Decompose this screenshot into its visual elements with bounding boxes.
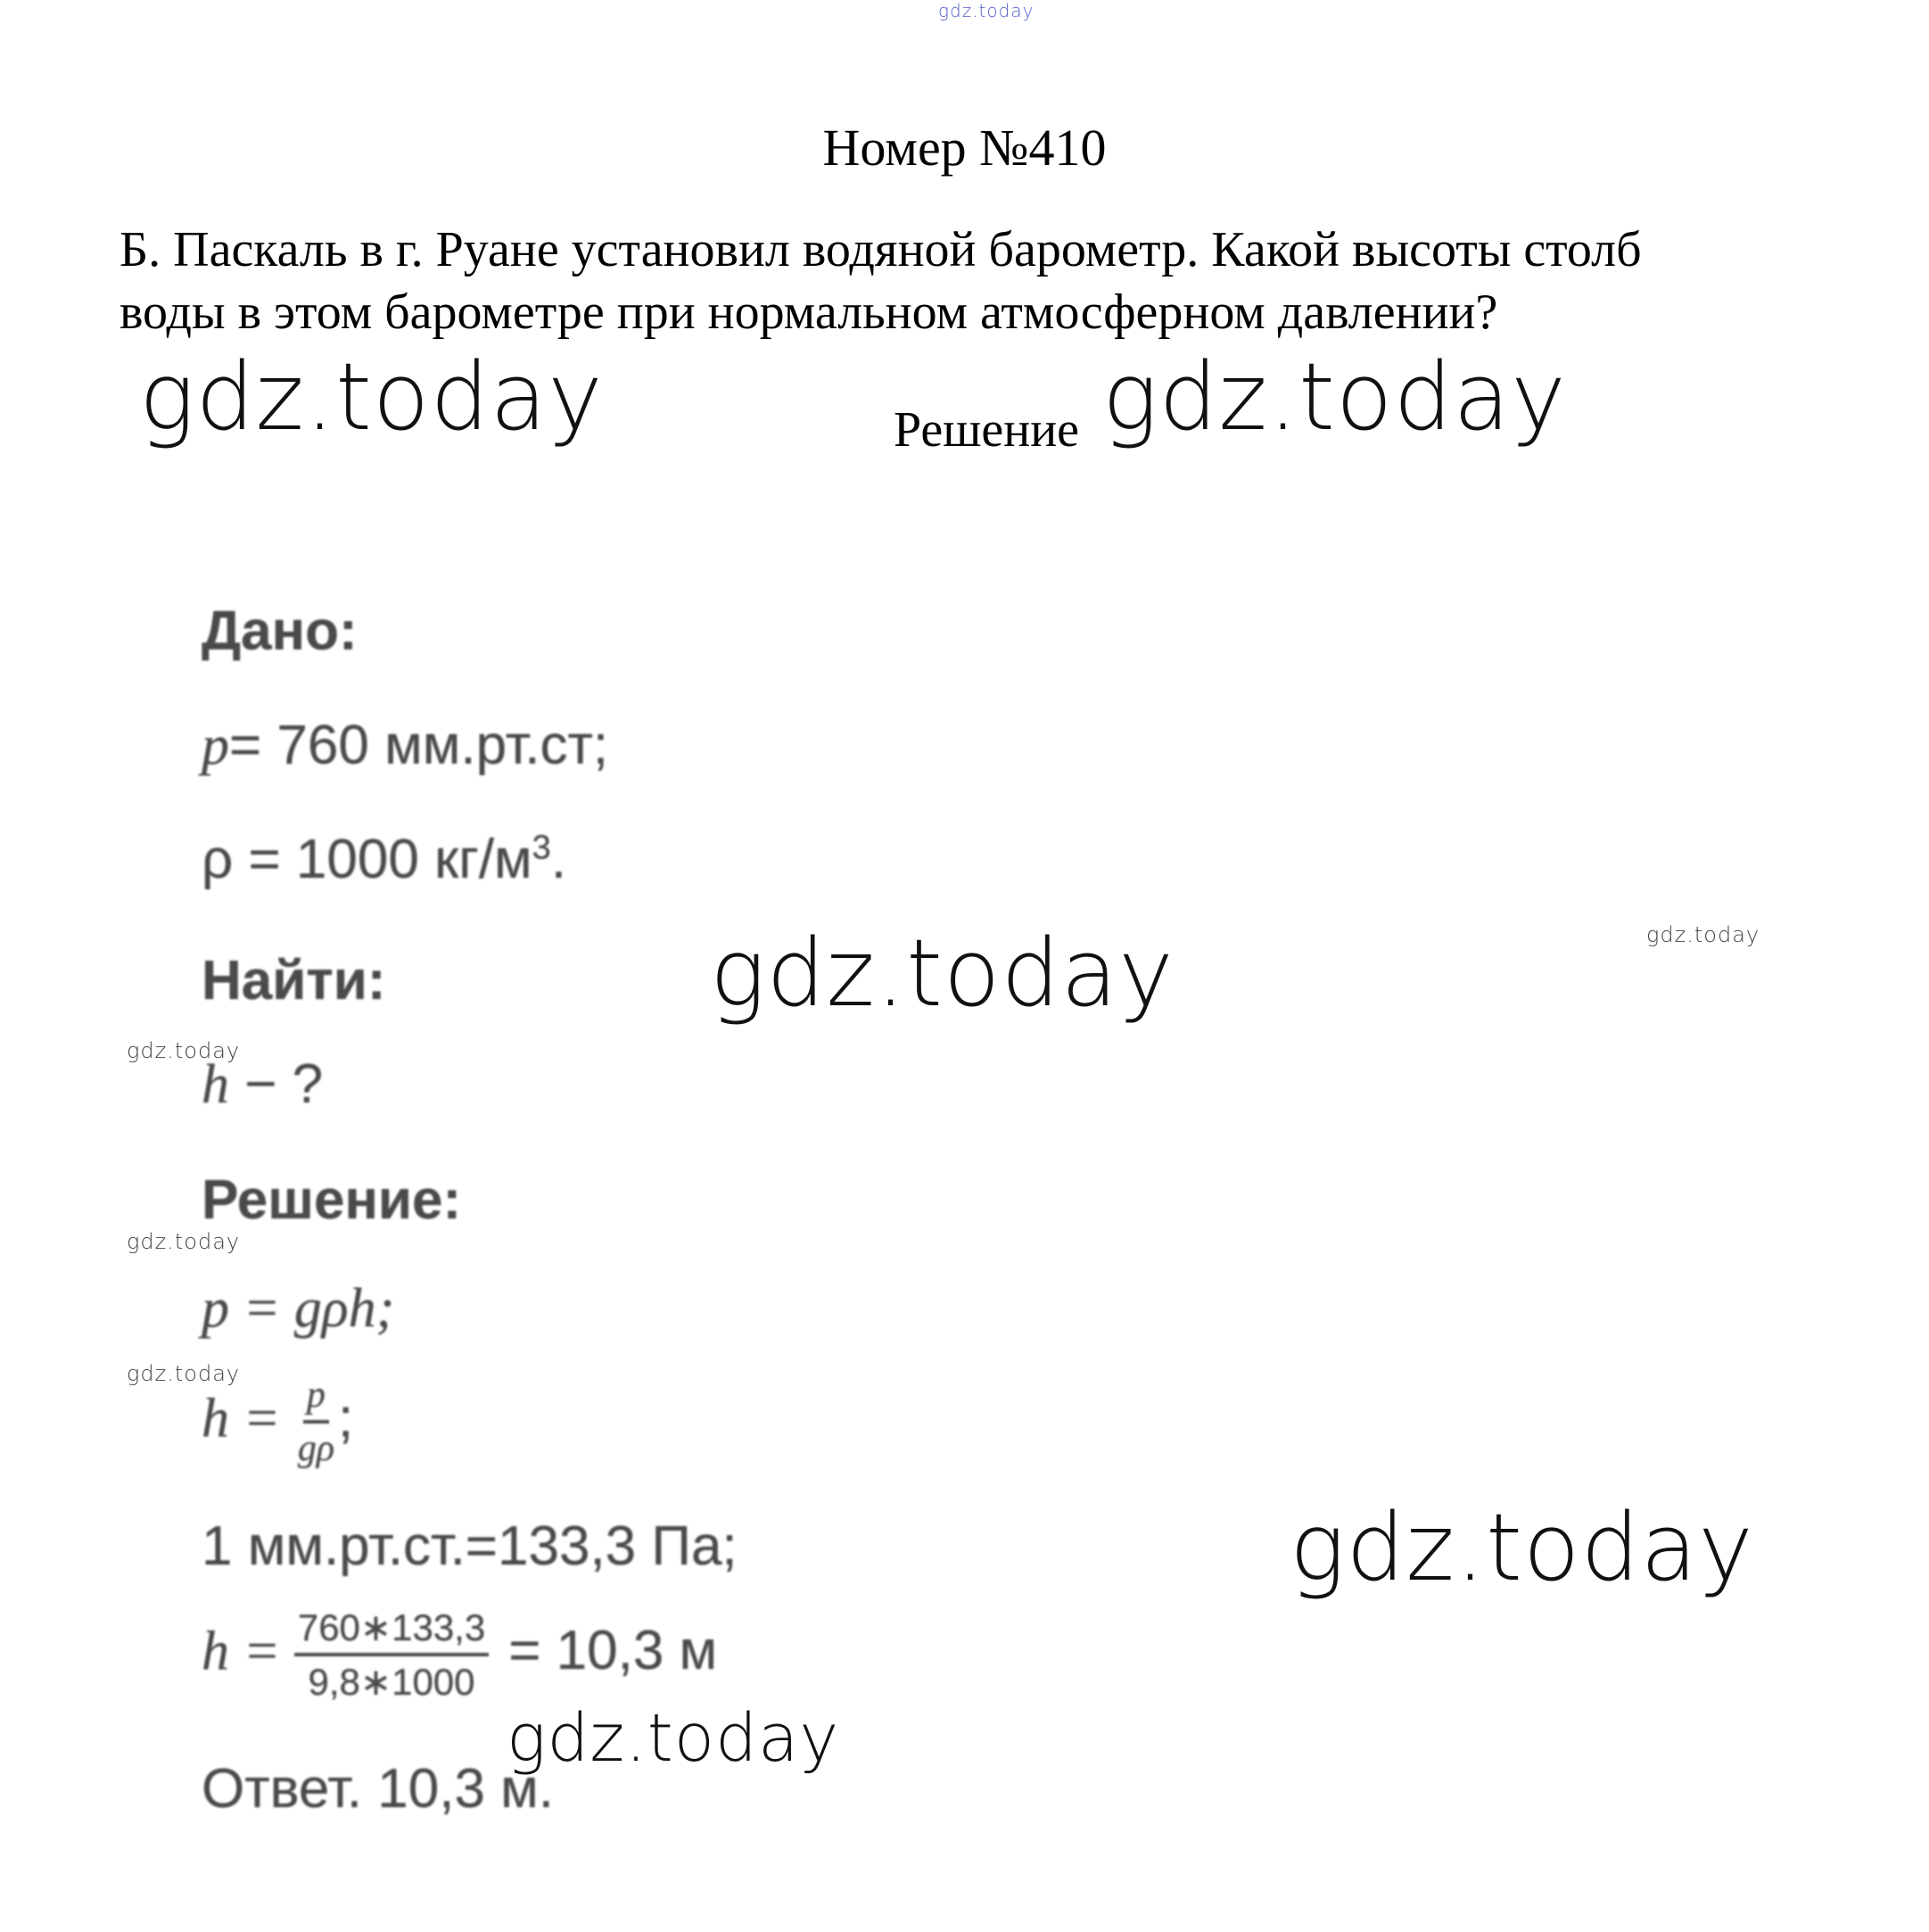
calculation-fraction	[294, 1606, 489, 1704]
calculation-numerator: 760∗133,3	[294, 1606, 489, 1656]
watermark-small-3: gdz.today	[127, 1229, 241, 1254]
calculation-result: = 10,3 м	[508, 1620, 718, 1682]
solution-title: Решение:	[202, 1169, 462, 1231]
watermark-small-4: gdz.today	[127, 1361, 241, 1386]
fraction-denominator: gρ	[297, 1428, 335, 1469]
formula-height-fraction	[294, 1374, 338, 1470]
solution-heading: Решение	[894, 402, 1080, 458]
answer: Ответ. 10,3 м.	[202, 1758, 555, 1820]
density-end: .	[550, 829, 567, 890]
formula-height	[202, 1374, 353, 1470]
density-value: ρ = 1000 кг/м	[202, 829, 532, 890]
problem-text-line-1: Б. Паскаль в г. Руане установил водяной барометр. Какой высоты столб	[120, 222, 1642, 277]
unit-conversion: 1 мм.рт.ст.=133,3 Па;	[202, 1515, 738, 1577]
watermark-large-4: gdz.today	[1290, 1493, 1754, 1602]
watermark-large-3: gdz.today	[710, 919, 1175, 1028]
watermark-small-2: gdz.today	[127, 1038, 241, 1063]
fraction-numerator: p	[303, 1374, 329, 1424]
find-unknown	[202, 1053, 323, 1117]
pressure-variable: p	[202, 715, 229, 776]
problem-text-line-2: воды в этом барометре при нормальном атмосферном давлении?	[120, 285, 1498, 340]
calculation-lhs: h =	[202, 1621, 294, 1682]
page-title: Номер №410	[822, 119, 1107, 177]
given-label: Дано:	[202, 600, 358, 662]
formula-pressure: p = gρh;	[202, 1278, 395, 1339]
given-pressure	[202, 714, 608, 778]
watermark-large-2: gdz.today	[1102, 343, 1567, 451]
find-label: Найти:	[202, 950, 386, 1011]
unknown-variable: h	[202, 1054, 229, 1115]
given-density	[202, 828, 566, 891]
calculation-denominator: 9,8∗1000	[308, 1661, 475, 1703]
calculation	[202, 1606, 717, 1704]
unknown-value: − ?	[229, 1053, 324, 1115]
formula-height-end: ;	[338, 1387, 354, 1449]
watermark-large-1: gdz.today	[139, 343, 604, 451]
pressure-value: = 760 мм.рт.ст;	[229, 714, 609, 776]
density-exponent: 3	[532, 829, 551, 867]
formula-height-lhs: h =	[202, 1388, 294, 1449]
watermark-medium: gdz.today	[507, 1700, 840, 1777]
watermark-top: gdz.today	[938, 0, 1035, 21]
watermark-small-1: gdz.today	[1646, 922, 1760, 947]
